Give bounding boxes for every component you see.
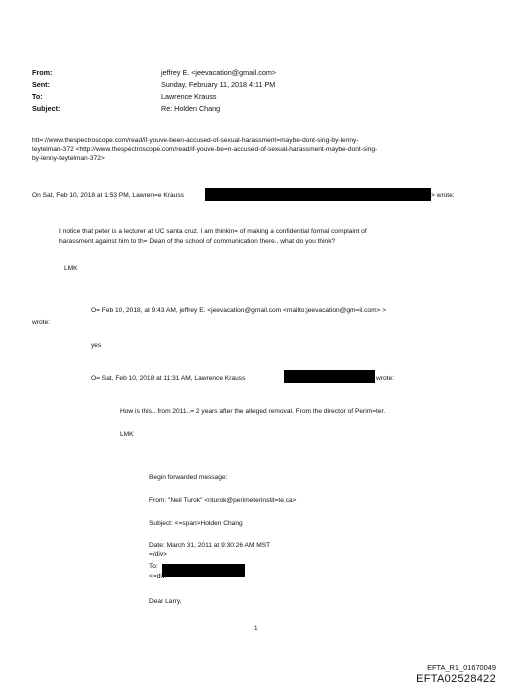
- quote-header-wrote-1: > wrote:: [431, 192, 455, 199]
- from-label: From:: [32, 68, 53, 77]
- forwarded-from: From: "Neil Turok" <nturok@perimeterinstit=te.ca>: [149, 497, 297, 504]
- forwarded-div-tag-2: <=div>: [149, 573, 169, 580]
- quote-header-wrote-3: wrote:: [376, 375, 394, 382]
- document-id-2: EFTA02528422: [416, 673, 496, 685]
- signoff-lmk-1: LMK: [64, 265, 78, 272]
- quote-header-krauss-1: On Sat, Feb 10, 2018 at 1:53 PM, Lawren=e Krauss: [32, 192, 184, 199]
- sent-label: Sent:: [32, 80, 50, 89]
- forwarded-header: Begin forwarded message:: [149, 474, 228, 481]
- signoff-lmk-2: LMK: [120, 431, 134, 438]
- redaction-box: [162, 564, 245, 577]
- reply-yes: yes: [91, 342, 102, 349]
- url-line-3: by-lenny-teytelman-372>: [32, 155, 105, 162]
- notice-line-1: I notice that peter is a lecturer at UC santa cruz. I am thinkin= of making a confidential formal complaint of: [59, 228, 367, 235]
- subject-label: Subject:: [32, 104, 61, 113]
- redaction-box: [205, 188, 431, 201]
- notice-line-2: harassment against him to th= Dean of the school of communication there.. what do you think?: [59, 238, 336, 245]
- url-line-1: htt=://www.thespectroscope.com/read/if-youve-been-accused-of-sexual-harassment=maybe-dont-sing-by-lenny-: [32, 137, 359, 144]
- page-number: 1: [254, 625, 258, 632]
- to-label: To:: [32, 92, 43, 101]
- forwarded-div-tag: =/div>: [149, 551, 167, 558]
- url-line-2: teytelman-372 <http://www.thespectroscope.com/read/if-youve-be=n-accused-of-sexual-harassment-maybe-dont-sing-: [32, 146, 378, 153]
- forwarded-date: Date: March 31, 2011 at 9:30:26 AM MST: [149, 542, 271, 549]
- redaction-box: [284, 370, 375, 383]
- salutation: Dear Larry,: [149, 598, 182, 605]
- quote-header-wrote-2: wrote:: [32, 319, 50, 326]
- quote-header-jeffrey: O= Feb 10, 2018, at 9:43 AM, jeffrey E. <jeevacation@gmail.com <mailto:jeevacation@gm=il.com> >: [91, 307, 387, 314]
- message-how-is-this: How is this.. from 2011..= 2 years after the alleged removal. From the director of Perim=ter.: [120, 408, 386, 415]
- sent-value: Sunday, February 11, 2018 4:11 PM: [161, 80, 276, 89]
- subject-value: Re: Holden Chang: [161, 104, 221, 113]
- from-value: jeffrey E. <jeevacation@gmail.com>: [161, 68, 277, 77]
- to-value: Lawrence Krauss: [161, 92, 217, 101]
- forwarded-subject: Subject: <=span>Holden Chang: [149, 520, 243, 527]
- quote-header-krauss-2: O= Sat, Feb 10, 2018 at 11:31 AM, Lawrence Krauss: [91, 375, 246, 382]
- document-id-1: EFTA_R1_01670049: [427, 663, 496, 672]
- forwarded-to: To:: [149, 563, 158, 570]
